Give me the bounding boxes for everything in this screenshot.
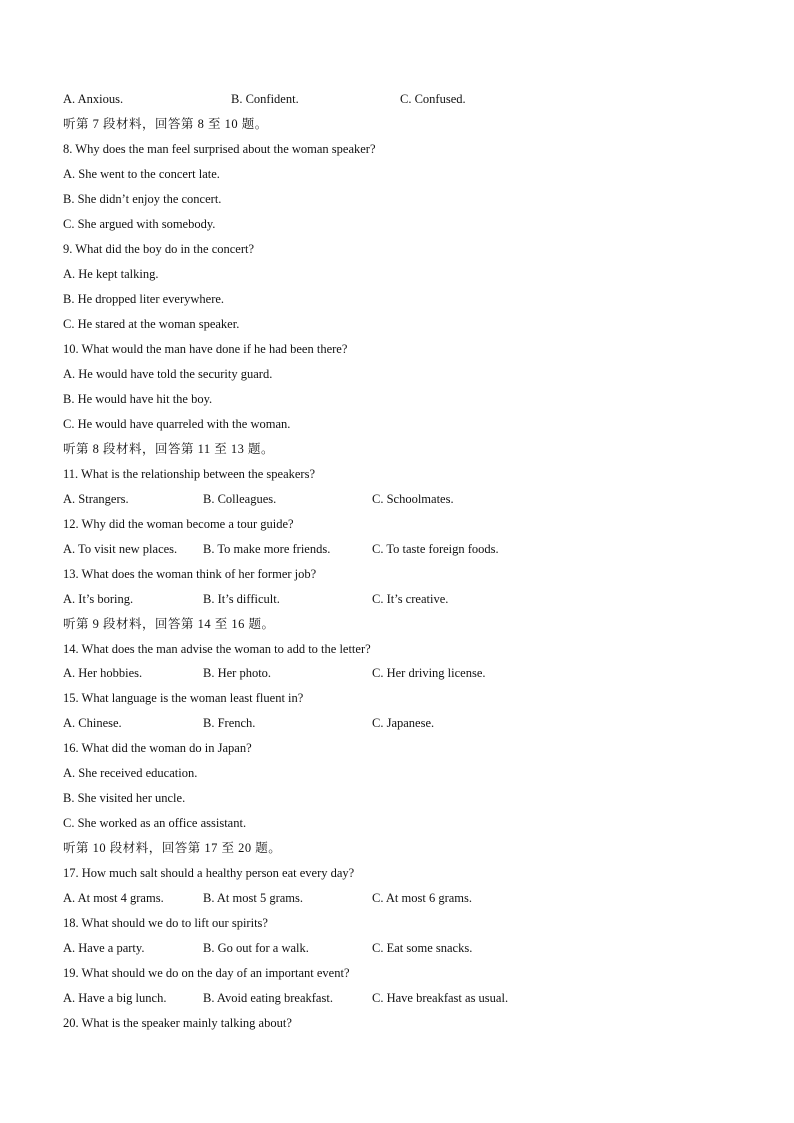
q16-option-b: B. She visited her uncle. — [63, 791, 186, 805]
question-12: 12. Why did the woman become a tour guide? — [63, 517, 294, 531]
q14-option-a: A. Her hobbies. — [63, 666, 143, 680]
question-14: 14. What does the man advise the woman to add to the letter? — [63, 642, 371, 656]
section-9-heading: 听第 9 段材料，回答第 14 至 16 题。 — [63, 617, 275, 631]
question-9: 9. What did the boy do in the concert? — [63, 242, 255, 256]
q8-option-b: B. She didn’t enjoy the concert. — [63, 192, 222, 206]
q13-option-b: B. It’s difficult. — [203, 592, 280, 606]
q13-option-c: C. It’s creative. — [372, 592, 449, 606]
question-20: 20. What is the speaker mainly talking about? — [63, 1016, 292, 1030]
q15-option-c: C. Japanese. — [372, 716, 435, 730]
q17-option-b: B. At most 5 grams. — [203, 891, 304, 905]
q9-option-c: C. He stared at the woman speaker. — [63, 317, 240, 331]
section-10-heading: 听第 10 段材料，回答第 17 至 20 题。 — [63, 841, 282, 855]
q15-option-b: B. French. — [203, 716, 256, 730]
q16-option-c: C. She worked as an office assistant. — [63, 816, 247, 830]
q13-option-a: A. It’s boring. — [63, 592, 134, 606]
question-13: 13. What does the woman think of her former job? — [63, 567, 317, 581]
q10-option-a: A. He would have told the security guard. — [63, 367, 273, 381]
q19-option-a: A. Have a big lunch. — [63, 991, 167, 1005]
q7-option-b: B. Confident. — [231, 92, 299, 106]
q16-option-a: A. She received education. — [63, 766, 198, 780]
q19-option-b: B. Avoid eating breakfast. — [203, 991, 333, 1005]
q8-option-a: A. She went to the concert late. — [63, 167, 220, 181]
q18-option-a: A. Have a party. — [63, 941, 145, 955]
section-8-heading: 听第 8 段材料，回答第 11 至 13 题。 — [63, 442, 275, 456]
q7-option-c: C. Confused. — [400, 92, 466, 106]
q11-option-a: A. Strangers. — [63, 492, 129, 506]
question-18: 18. What should we do to lift our spirits? — [63, 916, 268, 930]
question-10: 10. What would the man have done if he had been there? — [63, 342, 348, 356]
q17-option-a: A. At most 4 grams. — [63, 891, 164, 905]
q18-option-b: B. Go out for a walk. — [203, 941, 309, 955]
q17-option-c: C. At most 6 grams. — [372, 891, 473, 905]
q18-option-c: C. Eat some snacks. — [372, 941, 473, 955]
question-19: 19. What should we do on the day of an important event? — [63, 966, 350, 980]
q10-option-b: B. He would have hit the boy. — [63, 392, 213, 406]
q11-option-c: C. Schoolmates. — [372, 492, 454, 506]
q9-option-b: B. He dropped liter everywhere. — [63, 292, 225, 306]
q14-option-b: B. Her photo. — [203, 666, 272, 680]
q12-option-a: A. To visit new places. — [63, 542, 178, 556]
question-16: 16. What did the woman do in Japan? — [63, 741, 252, 755]
q11-option-b: B. Colleagues. — [203, 492, 277, 506]
question-15: 15. What language is the woman least fluent in? — [63, 691, 304, 705]
question-17: 17. How much salt should a healthy person eat every day? — [63, 866, 355, 880]
q10-option-c: C. He would have quarreled with the woman. — [63, 417, 291, 431]
q19-option-c: C. Have breakfast as usual. — [372, 991, 509, 1005]
q7-option-a: A. Anxious. — [63, 92, 124, 106]
q15-option-a: A. Chinese. — [63, 716, 122, 730]
q8-option-c: C. She argued with somebody. — [63, 217, 216, 231]
q14-option-c: C. Her driving license. — [372, 666, 486, 680]
q9-option-a: A. He kept talking. — [63, 267, 159, 281]
question-11: 11. What is the relationship between the speakers? — [63, 467, 316, 481]
q12-option-b: B. To make more friends. — [203, 542, 331, 556]
section-7-heading: 听第 7 段材料，回答第 8 至 10 题。 — [63, 117, 268, 131]
q12-option-c: C. To taste foreign foods. — [372, 542, 499, 556]
question-8: 8. Why does the man feel surprised about the woman speaker? — [63, 142, 376, 156]
